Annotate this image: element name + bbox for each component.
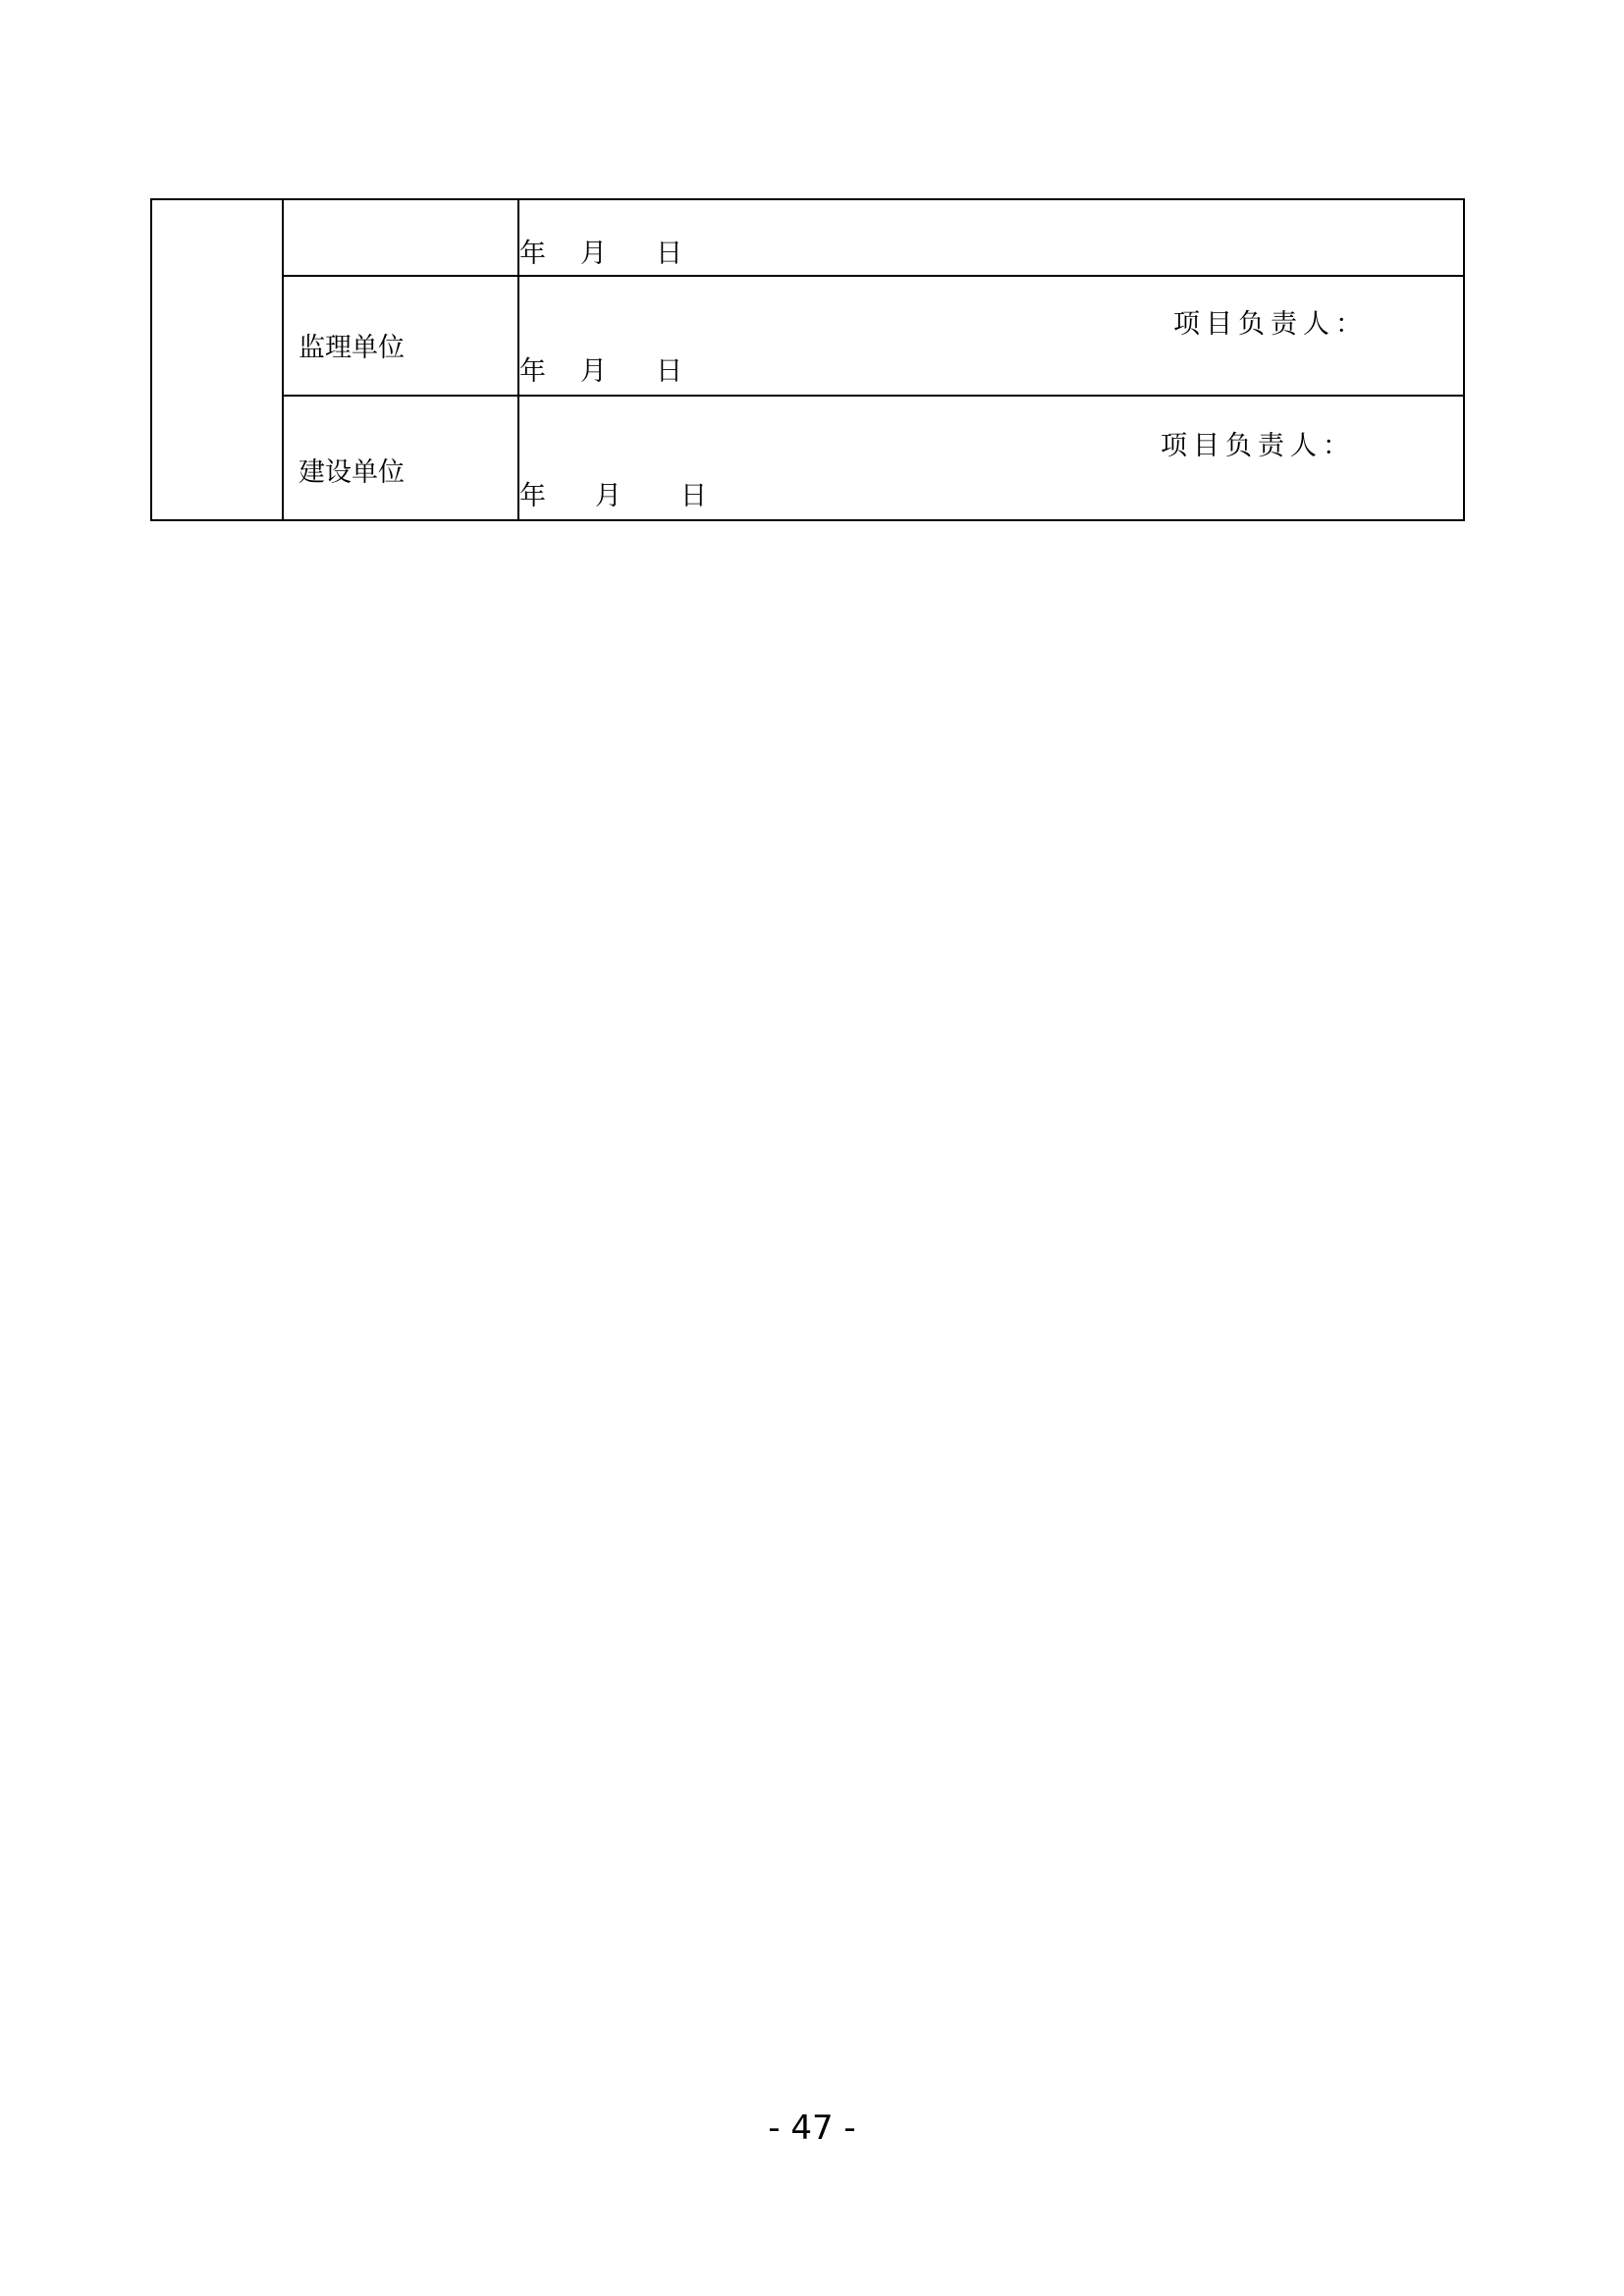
merged-left-cell bbox=[151, 199, 283, 520]
date-month: 月 bbox=[595, 481, 622, 511]
responsible-person-label: 项目负责人： bbox=[1173, 309, 1368, 340]
unit-label: 监理单位 bbox=[298, 333, 405, 363]
date-day: 日 bbox=[680, 481, 707, 511]
signature-cell bbox=[518, 276, 1464, 396]
signature-cell bbox=[518, 396, 1464, 520]
signature-table bbox=[150, 198, 1465, 521]
date-year: 年 bbox=[519, 239, 546, 269]
table-row bbox=[151, 199, 1464, 276]
date-day: 日 bbox=[656, 239, 682, 269]
unit-label: 建设单位 bbox=[298, 457, 405, 488]
table-row bbox=[151, 276, 1464, 396]
date-day: 日 bbox=[656, 356, 682, 387]
date-line bbox=[519, 240, 682, 269]
page-number: - 47 - bbox=[768, 2109, 856, 2148]
date-month: 月 bbox=[580, 239, 607, 269]
date-year: 年 bbox=[519, 356, 546, 387]
table-row bbox=[151, 396, 1464, 520]
unit-cell bbox=[283, 199, 518, 276]
unit-cell bbox=[283, 276, 518, 396]
unit-cell bbox=[283, 396, 518, 520]
date-year: 年 bbox=[519, 481, 546, 511]
date-line bbox=[519, 482, 707, 511]
responsible-person-label: 项目负责人： bbox=[1161, 431, 1355, 461]
date-line bbox=[519, 357, 682, 387]
date-month: 月 bbox=[580, 356, 607, 387]
signature-cell bbox=[518, 199, 1464, 276]
